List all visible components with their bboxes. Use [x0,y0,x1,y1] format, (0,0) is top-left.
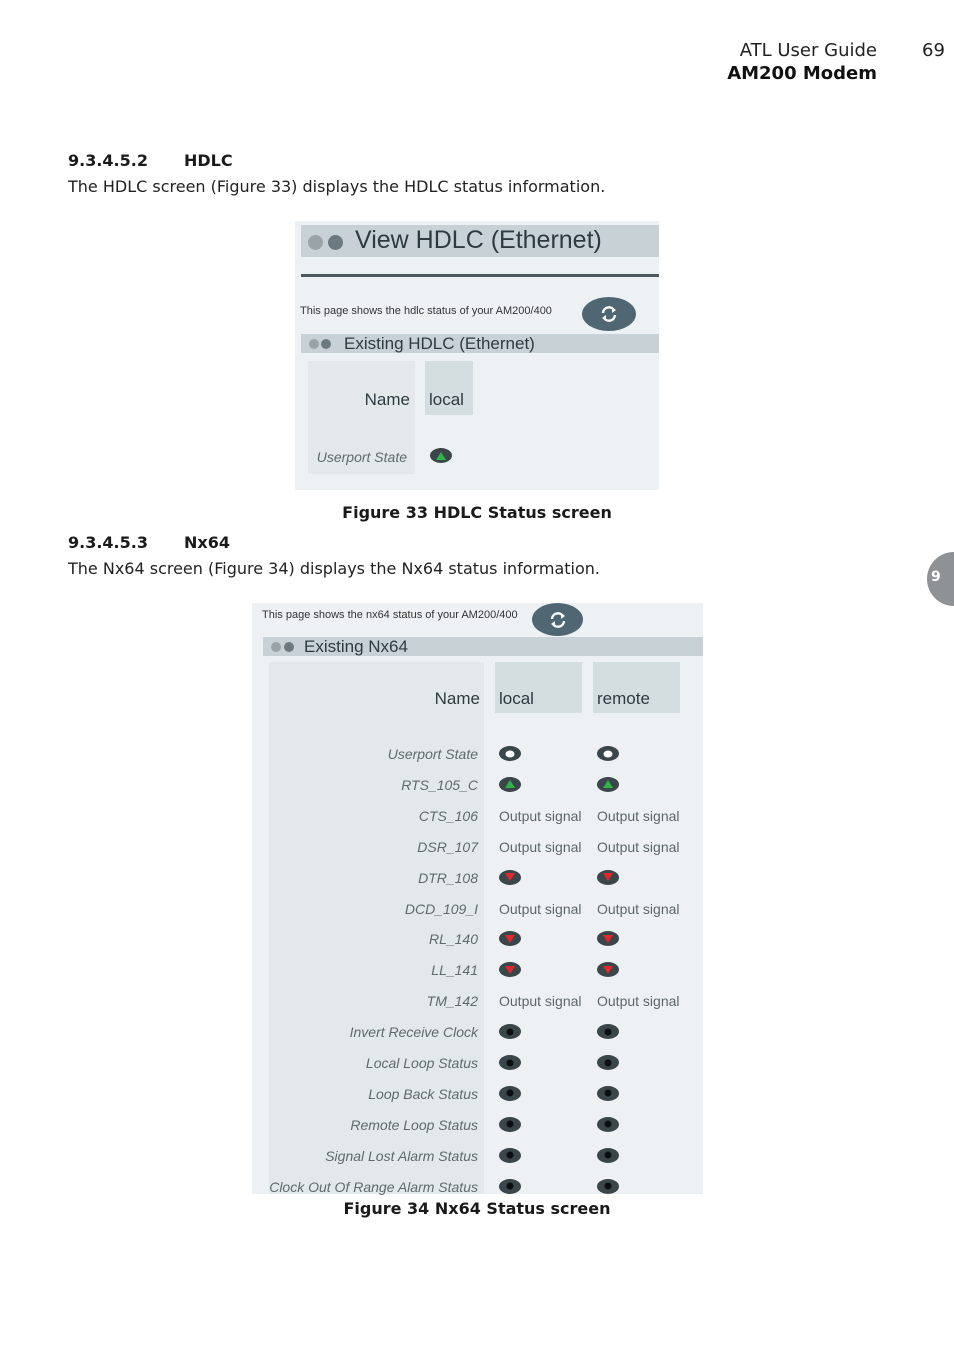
nx64-local-value: Output signal [499,993,582,1010]
section-number-hdlc: 9.3.4.5.2 [68,151,148,170]
dark-status-icon [499,1117,521,1132]
section-text-hdlc: The HDLC screen (Figure 33) displays the HDLC status information. [68,177,606,196]
hdlc-name-value: local [429,390,464,409]
hdlc-userport-label: Userport State [316,449,407,465]
green-up-status-icon [597,777,619,792]
dark-status-icon [499,1148,521,1163]
nx64-remote-value: Output signal [597,807,680,824]
red-down-status-icon [499,931,521,946]
hdlc-userport-status-icon [430,448,452,463]
refresh-button[interactable] [532,603,583,636]
title-dot-icon [328,235,343,250]
dark-status-icon [499,1024,521,1039]
section-title-hdlc: HDLC [184,151,233,170]
open-status-icon [499,746,521,761]
red-down-status-icon [597,870,619,885]
section-title-nx64: Nx64 [184,533,230,552]
dark-status-icon [597,1179,619,1194]
refresh-button[interactable] [582,297,636,331]
refresh-icon [548,610,568,630]
nx64-row-label: LL_141 [431,962,478,979]
hdlc-table-title: Existing HDLC (Ethernet) [344,334,535,353]
hdlc-screenshot [295,221,659,490]
nx64-table-title: Existing Nx64 [304,637,408,656]
nx64-remote-value: Output signal [597,900,680,917]
nx64-local-value: Output signal [499,807,582,824]
nx64-column-local: local [499,689,534,708]
nx64-row-label: Loop Back Status [368,1085,478,1102]
nx64-row-label: DTR_108 [418,869,478,886]
page-number: 69 [922,40,945,61]
figure-34-caption: Figure 34 Nx64 Status screen [343,1199,611,1218]
nx64-row-label: Remote Loop Status [350,1116,478,1133]
table-dot-icon [284,642,294,652]
header-model-title: AM200 Modem [727,63,877,84]
nx64-row-label: RL_140 [428,931,478,948]
nx64-label-column [269,662,484,1194]
hdlc-name-label: Name [364,390,410,409]
green-up-status-icon [499,777,521,792]
hdlc-info-text: This page shows the hdlc status of your AM200/400 [300,305,552,317]
hdlc-page-title: View HDLC (Ethernet) [355,226,602,254]
section-number-nx64: 9.3.4.5.3 [68,533,148,552]
dark-status-icon [597,1055,619,1070]
nx64-row-label: RTS_105_C [401,776,478,793]
nx64-row-label: Local Loop Status [365,1055,478,1071]
nx64-row-label: Userport State [387,746,478,762]
red-down-status-icon [597,931,619,946]
table-dot-icon [309,339,319,349]
red-down-status-icon [499,870,521,885]
nx64-name-label: Name [434,689,480,708]
nx64-row-label: DCD_109_I [404,900,478,917]
nx64-local-value: Output signal [499,900,582,917]
dark-status-icon [499,1055,521,1070]
dark-status-icon [597,1086,619,1101]
open-status-icon [597,746,619,761]
nx64-row-label: Invert Receive Clock [349,1024,478,1041]
hdlc-table-title-bar [301,334,659,353]
chapter-tab-label: 9 [931,569,941,585]
nx64-row-label: TM_142 [426,993,478,1010]
red-down-status-icon [597,962,619,977]
nx64-screenshot [252,603,703,1194]
table-dot-icon [271,642,281,652]
title-dot-icon [308,235,323,250]
nx64-local-value: Output signal [499,838,582,855]
section-text-nx64: The Nx64 screen (Figure 34) displays the Nx64 status information. [68,559,601,578]
nx64-row-label: CTS_106 [418,807,478,824]
dark-status-icon [597,1024,619,1039]
dark-status-icon [499,1086,521,1101]
refresh-icon [599,304,619,324]
dark-status-icon [499,1179,521,1194]
header-guide-title: ATL User Guide [739,40,877,61]
nx64-row-label: Signal Lost Alarm Status [325,1147,478,1164]
nx64-remote-value: Output signal [597,993,680,1010]
dark-status-icon [597,1117,619,1132]
nx64-column-remote: remote [597,689,650,708]
table-dot-icon [321,339,331,349]
figure-33-caption: Figure 33 HDLC Status screen [342,503,612,522]
nx64-info-text: This page shows the nx64 status of your AM200/400 [262,609,518,621]
nx64-row-label: DSR_107 [417,838,478,855]
nx64-table-title-bar [263,637,703,656]
nx64-row-label: Clock Out Of Range Alarm Status [269,1178,478,1195]
title-divider [301,274,659,277]
nx64-remote-value: Output signal [597,838,680,855]
hdlc-title-bar [301,225,659,257]
red-down-status-icon [499,962,521,977]
dark-status-icon [597,1148,619,1163]
